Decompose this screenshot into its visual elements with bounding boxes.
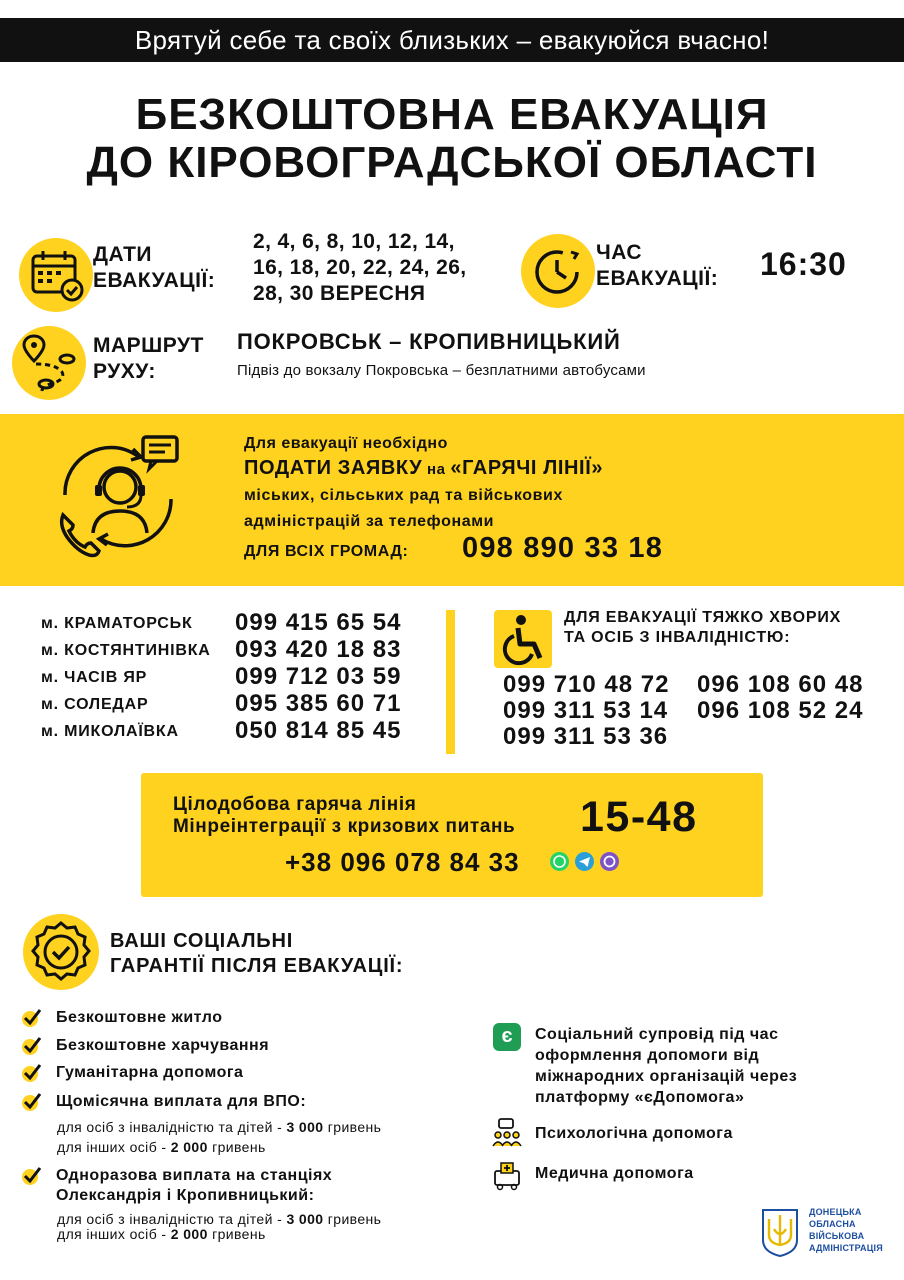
trident-logo-icon [760,1207,800,1257]
hotlines-text: «ГАРЯЧІ ЛІНІЇ» [450,457,604,479]
disabled-phone[interactable]: 099 311 53 14 [503,697,669,724]
whatsapp-icon[interactable] [550,852,569,871]
social-support [535,1024,797,1108]
list-item [41,690,441,717]
disabled-phone[interactable]: 096 108 52 24 [697,697,864,724]
city-phone[interactable]: 050 814 85 45 [235,717,402,744]
application-headline [244,457,603,480]
city-name: м. МИКОЛАЇВКА [41,723,179,740]
page-title-line2: ДО КІРОВОГРАДСЬКОЇ ОБЛАСТІ [86,138,818,187]
hotline-line1: Цілодобова гаряча лінія [173,794,417,815]
city-name: м. КРАМАТОРСЬК [41,615,193,632]
city-phone[interactable]: 093 420 18 83 [235,636,402,663]
time-label-line2: ЕВАКУАЦІЇ: [596,267,719,290]
check-icon [22,1036,42,1061]
page-title-line1: БЕЗКОШТОВНА ЕВАКУАЦІЯ [135,90,769,139]
social-line3: міжнародних організацій через [535,1068,798,1085]
psychology-icon [491,1117,523,1149]
dates-value-line2: 16, 18, 20, 22, 24, 26, [253,256,467,279]
route-value: ПОКРОВСЬК – КРОПИВНИЦЬКИЙ [237,329,621,354]
guarantees-title-line1: ВАШІ СОЦІАЛЬНІ [110,930,294,952]
guarantee-item: Щомісячна виплата для ВПО: [56,1093,307,1110]
social-line1: Соціальний супровід під час [535,1026,779,1043]
time-label-line1: ЧАС [596,241,643,264]
onetime-note-1 [57,1211,381,1227]
city-phone-list [41,609,441,744]
check-icon [22,1008,42,1033]
hotline-short-number[interactable]: 15-48 [580,793,698,841]
social-line2: оформлення допомоги від [535,1047,760,1064]
disabled-phone[interactable]: 096 108 60 48 [697,671,864,698]
guarantee-item: Гуманітарна допомога [56,1064,244,1081]
viber-icon[interactable] [600,852,619,871]
disabled-title-line1: ДЛЯ ЕВАКУАЦІЇ ТЯЖКО ХВОРИХ [564,609,842,626]
note-amount: 2 000 [170,1139,208,1155]
hotline-description [173,794,515,838]
divider [446,610,455,754]
application-line3: міських, сільських рад та військових [244,487,563,504]
monthly-note-2 [57,1139,266,1155]
medical-help: Медична допомога [535,1165,694,1182]
city-phone[interactable]: 099 712 03 59 [235,663,402,690]
dates-value-line1: 2, 4, 6, 8, 10, 12, 14, [253,230,455,253]
city-name: м. ЧАСІВ ЯР [41,669,148,686]
hotline-line2: Мінреінтеграції з кризових питань [173,816,516,837]
medical-icon [491,1159,523,1191]
note-currency: гривень [207,1139,266,1155]
submit-request-text: ПОДАТИ ЗАЯВКУ [244,457,423,479]
onetime-line1: Одноразова виплата на станціях [56,1167,333,1184]
note-currency: гривень [207,1226,266,1242]
check-icon [22,1166,42,1191]
note-text: для інших осіб - [57,1226,171,1242]
edopomoga-icon: є [493,1023,521,1051]
hotline-phone[interactable]: +38 096 078 84 33 [285,847,520,877]
city-name: м. СОЛЕДАР [41,696,149,713]
city-name: м. КОСТЯНТИНІВКА [41,642,211,659]
note-currency: гривень [323,1119,382,1135]
dates-value-line3: 28, 30 ВЕРЕСНЯ [253,282,426,305]
disabled-title-line2: ТА ОСІБ З ІНВАЛІДНІСТЮ: [564,629,791,646]
onetime-payment [56,1166,332,1206]
city-phone[interactable]: 095 385 60 71 [235,690,402,717]
dates-values [253,229,467,307]
logo-text [809,1206,883,1254]
application-line4: адміністрацій за телефонами [244,513,495,530]
list-item [41,636,441,663]
guarantee-seal-icon [22,913,100,991]
note-text: для осіб з інвалідністю та дітей - [57,1119,287,1135]
psychological-help: Психологічна допомога [535,1125,733,1142]
note-text: для осіб з інвалідністю та дітей - [57,1211,287,1227]
slogan-bar: Врятуй себе та своїх близьких – евакуюйся вчасно! [0,18,904,62]
guarantees-title [110,929,403,979]
logo-line3: ВІЙСЬКОВА [809,1231,865,1241]
all-communities-label: ДЛЯ ВСІХ ГРОМАД: [244,543,409,560]
on-text: на [422,461,451,478]
disabled-title [564,608,841,648]
dates-label-line1: ДАТИ [93,243,153,266]
calendar-icon [19,238,93,312]
route-icon [12,326,86,400]
time-value: 16:30 [760,246,847,282]
logo-line4: АДМІНІСТРАЦІЯ [809,1243,883,1253]
guarantee-item: Безкоштовне харчування [56,1037,270,1054]
telegram-icon[interactable] [575,852,594,871]
note-text: для інших осіб - [57,1139,171,1155]
route-note: Підвіз до вокзалу Покровська – безплатними автобусами [237,362,646,379]
application-intro: Для евакуації необхідно [244,435,448,452]
onetime-note-2 [57,1226,266,1242]
dates-label-line2: ЕВАКУАЦІЇ: [93,269,216,292]
guarantees-title-line2: ГАРАНТІЇ ПІСЛЯ ЕВАКУАЦІЇ: [110,955,404,977]
list-item [41,663,441,690]
monthly-note-1 [57,1119,381,1135]
list-item [41,609,441,636]
all-communities-phone[interactable]: 098 890 33 18 [462,532,664,564]
operator-headset-icon [55,433,185,563]
disabled-phone[interactable]: 099 710 48 72 [503,671,670,698]
guarantee-item: Безкоштовне житло [56,1009,223,1026]
note-amount: 3 000 [286,1119,324,1135]
route-label-line2: РУХУ: [93,360,156,383]
route-label-line1: МАРШРУТ [93,334,204,357]
check-icon [22,1092,42,1117]
note-amount: 3 000 [286,1211,324,1227]
list-item [41,717,441,744]
note-currency: гривень [323,1211,382,1227]
onetime-line2: Олександрія і Кропивницький: [56,1187,315,1204]
logo-line2: ОБЛАСНА [809,1219,856,1229]
wheelchair-icon [494,610,552,668]
social-line4: платформу «єДопомога» [535,1089,745,1106]
city-phone[interactable]: 099 415 65 54 [235,609,402,636]
logo-line1: ДОНЕЦЬКА [809,1207,862,1217]
note-amount: 2 000 [170,1226,208,1242]
check-icon [22,1063,42,1088]
clock-icon [521,234,595,308]
disabled-phone[interactable]: 099 311 53 36 [503,723,669,750]
